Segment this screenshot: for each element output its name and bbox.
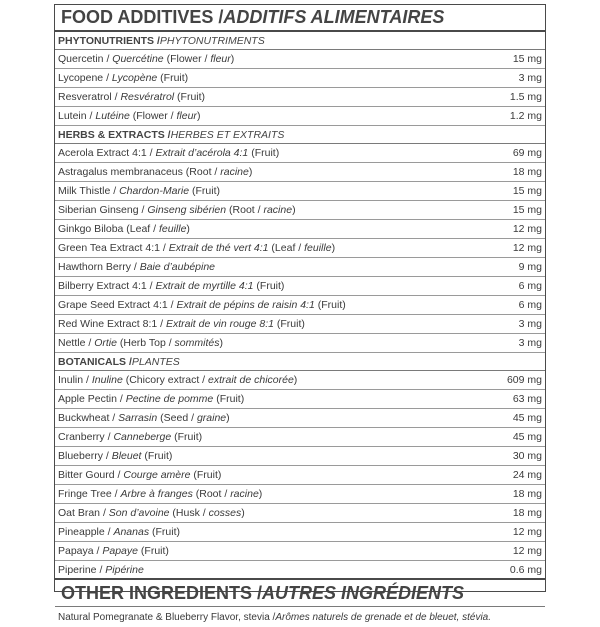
ingredient-name-en: (Fruit) xyxy=(157,72,189,84)
ingredient-row xyxy=(55,107,545,126)
ingredient-row xyxy=(55,504,545,523)
section-title-en: PHYTONUTRIENTS / xyxy=(58,34,160,47)
ingredient-name-fr: Baie d’aubépine xyxy=(139,261,216,273)
section-title-en: BOTANICALS / xyxy=(58,355,132,368)
ingredient-name-fr: Chardon-Marie xyxy=(119,185,190,197)
ingredient-row xyxy=(55,523,545,542)
ingredient-name-en: Blueberry / xyxy=(58,450,112,462)
ingredient-name-fr: Ananas xyxy=(113,526,150,538)
ingredient-name xyxy=(58,204,296,216)
ingredient-name-fr: racine xyxy=(220,166,249,178)
ingredient-name xyxy=(58,393,244,405)
ingredient-amount: 3 mg xyxy=(518,337,542,349)
ingredient-name xyxy=(58,53,234,65)
ingredient-name-fr: fleur xyxy=(176,110,197,122)
ingredient-name xyxy=(58,545,169,557)
ingredient-amount: 18 mg xyxy=(512,507,542,519)
ingredient-amount: 15 mg xyxy=(512,185,542,197)
ingredient-name-en: (Husk / xyxy=(169,507,209,519)
ingredient-name-en: Papaya / xyxy=(58,545,103,557)
ingredient-row xyxy=(55,88,545,107)
ingredient-amount: 63 mg xyxy=(512,393,542,405)
ingredient-row xyxy=(55,277,545,296)
supplement-ingredients-panel xyxy=(54,4,546,623)
ingredient-name-en: (Flower / xyxy=(163,53,211,65)
ingredient-amount: 3 mg xyxy=(518,318,542,330)
ingredient-name-en: (Root / xyxy=(192,488,231,500)
ingredient-amount: 1.5 mg xyxy=(509,91,542,103)
ingredient-name-en: Resveratrol / xyxy=(58,91,121,103)
ingredient-name xyxy=(58,526,180,538)
ingredient-name-en: Cranberry / xyxy=(58,431,114,443)
ingredient-name-en: (Fruit) xyxy=(149,526,181,538)
other-title-en: OTHER INGREDIENTS / xyxy=(61,582,263,603)
other-text-fr: Arômes naturels de grenade et de bleuet, stévia. xyxy=(275,611,492,623)
ingredient-amount: 0.6 mg xyxy=(509,563,542,576)
ingredient-amount: 609 mg xyxy=(506,374,542,386)
ingredient-name-fr: Sarrasin xyxy=(118,412,158,424)
ingredient-name-en: Nettle / xyxy=(58,337,95,349)
ingredient-amount: 6 mg xyxy=(518,280,542,292)
ingredient-name-en: Oat Bran / xyxy=(58,507,109,519)
other-ingredients-header xyxy=(55,580,545,607)
ingredient-amount: 45 mg xyxy=(512,412,542,424)
ingredient-name xyxy=(58,72,188,84)
ingredient-name-en: Astragalus membranaceus (Root / xyxy=(58,166,221,178)
ingredient-name-en: Piperine / xyxy=(58,563,106,576)
ingredient-name xyxy=(58,431,202,443)
ingredient-amount: 24 mg xyxy=(512,469,542,481)
section-header xyxy=(55,126,545,144)
ingredient-name-en: Apple Pectin / xyxy=(58,393,126,405)
ingredient-amount: 15 mg xyxy=(512,53,542,65)
ingredient-name xyxy=(58,564,144,576)
ingredient-name xyxy=(58,280,284,292)
ingredient-name-fr: racine xyxy=(230,488,259,500)
ingredient-name xyxy=(58,147,279,159)
ingredient-name-en: ) xyxy=(241,507,245,519)
ingredient-name xyxy=(58,337,223,349)
ingredient-name xyxy=(58,374,297,386)
ingredient-name-en: ) xyxy=(219,337,223,349)
ingredient-row xyxy=(55,163,545,182)
ingredient-name-en: Bitter Gourd / xyxy=(58,469,124,481)
ingredient-name-fr: Extrait de vin rouge 8:1 xyxy=(165,318,274,330)
ingredient-name-en: ) xyxy=(248,166,253,178)
ingredient-row xyxy=(55,485,545,504)
ingredient-name-en: Green Tea Extract 4:1 / xyxy=(58,242,169,254)
ingredient-name xyxy=(58,299,346,311)
ingredient-name xyxy=(58,91,205,103)
ingredient-name-fr: Extrait de pépins de raisin 4:1 xyxy=(176,299,315,311)
ingredient-name-en: (Flower / xyxy=(129,110,177,122)
ingredient-name-fr: Canneberge xyxy=(113,431,172,443)
ingredient-name-en: Red Wine Extract 8:1 / xyxy=(58,318,166,330)
header-title-fr: ADDITIFS ALIMENTAIRES xyxy=(223,7,445,27)
ingredient-name xyxy=(58,507,245,519)
ingredient-name xyxy=(58,412,230,424)
ingredient-name-fr: Papaye xyxy=(102,545,138,557)
ingredient-name-fr: Pectine de pomme xyxy=(125,393,214,405)
ingredient-sections xyxy=(55,32,545,580)
ingredient-amount: 1.2 mg xyxy=(509,110,542,122)
ingredient-name-fr: Resvératrol xyxy=(120,91,175,103)
ingredient-name-en: Hawthorn Berry / xyxy=(58,261,140,273)
ingredient-name xyxy=(58,318,305,330)
ingredient-name xyxy=(58,110,200,122)
ingredient-name-en: Lutein / xyxy=(58,110,96,122)
ingredient-name-fr: sommités xyxy=(174,337,220,349)
ingredient-row xyxy=(55,144,545,163)
ingredient-row xyxy=(55,69,545,88)
section-title-en: HERBS & EXTRACTS / xyxy=(58,128,171,141)
ingredient-name-fr: Son d’avoine xyxy=(108,507,170,519)
ingredient-name-en: ) xyxy=(230,53,235,65)
ingredient-name xyxy=(58,185,220,197)
ingredient-row xyxy=(55,561,545,580)
ingredient-name-fr: Quercétine xyxy=(112,53,164,65)
other-text-en: Natural Pomegranate & Blueberry Flavor, stevia / xyxy=(58,611,276,623)
header-title-en: FOOD ADDITIVES / xyxy=(61,7,224,27)
section-header xyxy=(55,353,545,371)
ingredient-row xyxy=(55,409,545,428)
ingredient-name-en: (Fruit) xyxy=(189,185,221,197)
ingredient-name-en: Lycopene / xyxy=(58,72,112,84)
ingredient-name-en: Fringe Tree / xyxy=(58,488,121,500)
ingredient-name-en: ) xyxy=(186,223,190,235)
ingredient-name xyxy=(58,261,215,273)
ingredient-name-fr: feuille xyxy=(304,242,332,254)
ingredient-name xyxy=(58,450,172,462)
ingredient-name-fr: Inuline xyxy=(91,374,123,386)
section-title-fr: PLANTES xyxy=(131,355,180,368)
ingredient-name-en: ) xyxy=(226,412,230,424)
ingredient-name-en: (Fruit) xyxy=(171,431,203,443)
ingredient-name-en: ) xyxy=(292,204,296,216)
ingredient-name-fr: Extrait de myrtille 4:1 xyxy=(155,280,254,292)
ingredient-name-en: (Leaf / xyxy=(268,242,305,254)
ingredient-name-fr: racine xyxy=(263,204,293,216)
ingredient-row xyxy=(55,201,545,220)
ingredient-row xyxy=(55,447,545,466)
ingredient-name-en: (Fruit) xyxy=(174,91,206,103)
ingredient-row xyxy=(55,315,545,334)
ingredient-name-fr: Lycopène xyxy=(111,72,158,84)
ingredient-name-fr: Courge amère xyxy=(123,469,191,481)
ingredient-amount: 15 mg xyxy=(512,204,542,216)
ingredient-name-en: (Root / xyxy=(226,204,264,216)
ingredient-name-en: (Fruit) xyxy=(253,280,285,292)
ingredient-amount: 6 mg xyxy=(518,299,542,311)
ingredient-name-en: (Fruit) xyxy=(138,545,169,557)
section-title-fr: PHYTONUTRIMENTS xyxy=(159,34,265,47)
ingredient-name xyxy=(58,242,335,254)
ingredient-name-en: (Fruit) xyxy=(213,393,245,405)
ingredient-name-en: Grape Seed Extract 4:1 / xyxy=(58,299,177,311)
ingredient-name-en: Pineapple / xyxy=(58,526,114,538)
ingredient-name-fr: feuille xyxy=(158,223,187,235)
ingredient-amount: 12 mg xyxy=(512,242,542,254)
ingredient-name-fr: extrait de chicorée xyxy=(208,374,294,386)
ingredient-name-fr: fleur xyxy=(210,53,231,65)
ingredient-amount: 18 mg xyxy=(512,488,542,500)
ingredient-amount: 30 mg xyxy=(512,450,542,462)
section-header xyxy=(55,32,545,50)
ingredient-name xyxy=(58,223,190,235)
ingredient-name xyxy=(58,166,252,178)
ingredient-name-en: Inulin / xyxy=(58,374,92,386)
ingredient-name-en: (Fruit) xyxy=(141,450,173,462)
other-ingredients-text xyxy=(55,607,545,627)
ingredient-row xyxy=(55,371,545,390)
ingredient-name-fr: Bleuet xyxy=(111,450,142,462)
ingredient-row xyxy=(55,390,545,409)
ingredient-name-en: ) xyxy=(331,242,336,254)
ingredient-name-en: Acerola Extract 4:1 / xyxy=(58,147,156,159)
food-additives-header xyxy=(55,5,545,32)
ingredient-name-fr: Extrait de thé vert 4:1 xyxy=(168,242,269,254)
ingredient-name xyxy=(58,469,221,481)
ingredient-name-en: ) xyxy=(293,374,298,386)
ingredient-amount: 69 mg xyxy=(512,147,542,159)
ingredient-name-fr: graine xyxy=(196,412,227,424)
ingredient-amount: 18 mg xyxy=(512,166,542,178)
ingredient-name-fr: Pipérine xyxy=(105,563,144,576)
ingredient-name-en: ) xyxy=(258,488,263,500)
ingredient-amount: 9 mg xyxy=(518,261,542,273)
ingredient-name-en: Siberian Ginseng / xyxy=(58,204,148,216)
ingredient-amount: 12 mg xyxy=(512,526,542,538)
ingredient-amount: 12 mg xyxy=(512,223,542,235)
other-title-fr: AUTRES INGRÉDIENTS xyxy=(262,582,465,603)
ingredient-row xyxy=(55,50,545,69)
ingredient-name-en: (Herb Top / xyxy=(116,337,175,349)
ingredient-name-en: ) xyxy=(196,110,201,122)
ingredient-name-en: (Fruit) xyxy=(190,469,222,481)
ingredient-row xyxy=(55,296,545,315)
ingredient-amount: 45 mg xyxy=(512,431,542,443)
ingredient-name-en: Milk Thistle / xyxy=(58,185,120,197)
ingredient-row xyxy=(55,334,545,353)
ingredient-name-en: Ginkgo Biloba (Leaf / xyxy=(58,223,159,235)
ingredient-name-fr: Ortie xyxy=(94,337,117,349)
ingredient-name-en: (Seed / xyxy=(157,412,197,424)
ingredient-name-fr: Ginseng sibérien xyxy=(147,204,227,216)
ingredient-name-fr: Arbre à franges xyxy=(120,488,193,500)
ingredient-row xyxy=(55,182,545,201)
ingredient-row xyxy=(55,542,545,561)
ingredient-name-fr: Extrait d’acérola 4:1 xyxy=(155,147,249,159)
ingredient-amount: 12 mg xyxy=(512,545,542,557)
ingredient-row xyxy=(55,220,545,239)
ingredient-row xyxy=(55,239,545,258)
ingredient-name-en: (Fruit) xyxy=(314,299,346,311)
ingredient-name-fr: Lutéine xyxy=(95,110,130,122)
ingredient-name-en: (Chicory extract / xyxy=(122,374,208,386)
ingredient-name xyxy=(58,488,262,500)
ingredient-row xyxy=(55,466,545,485)
ingredient-name-en: Bilberry Extract 4:1 / xyxy=(58,280,156,292)
section-title-fr: HERBES ET EXTRAITS xyxy=(170,128,285,141)
ingredient-name-fr: cosses xyxy=(208,507,242,519)
ingredient-row xyxy=(55,258,545,277)
ingredient-name-en: Buckwheat / xyxy=(58,412,119,424)
ingredient-name-en: (Fruit) xyxy=(273,318,305,330)
ingredient-row xyxy=(55,428,545,447)
ingredient-name-en: (Fruit) xyxy=(248,147,280,159)
ingredient-amount: 3 mg xyxy=(518,72,542,84)
ingredient-name-en: Quercetin / xyxy=(58,53,113,65)
